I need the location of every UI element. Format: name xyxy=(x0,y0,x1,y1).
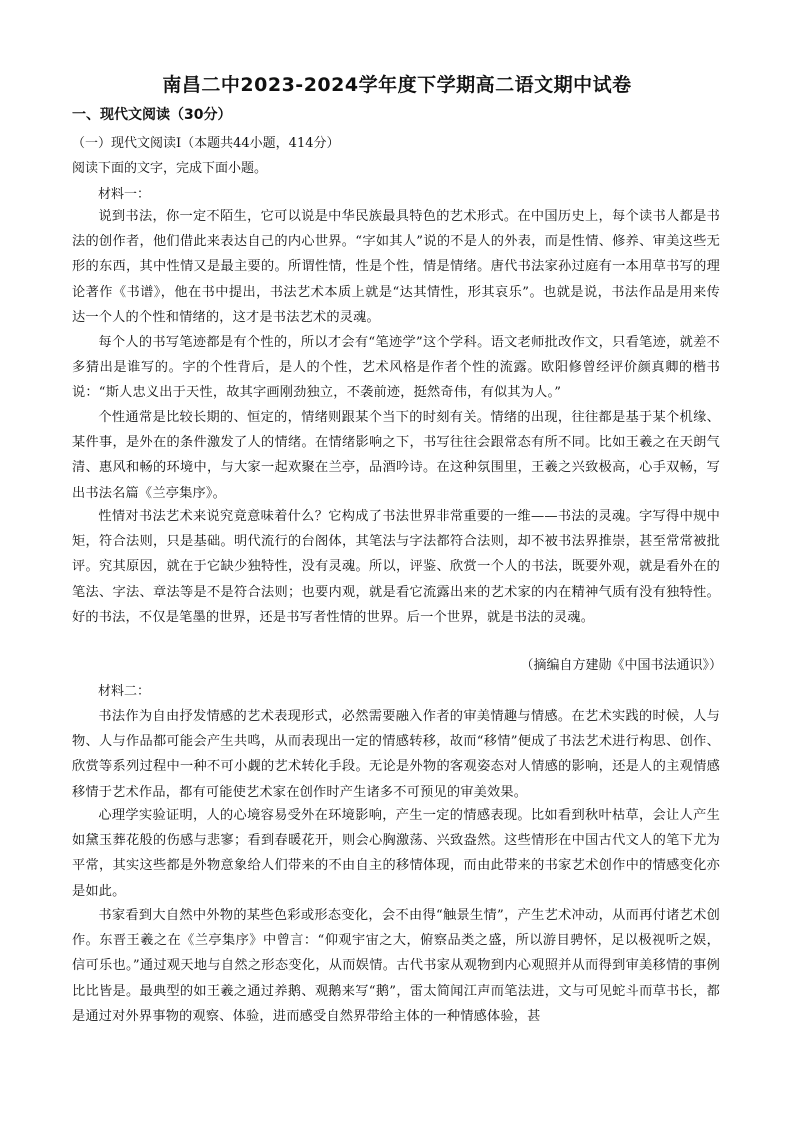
material-one-paragraph: 性情对书法艺术来说究竟意味着什么？它构成了书法世界非常重要的一维——书法的灵魂。字写得中规中矩，符合法则，只是基础。明代流行的台阁体，其笔法与字法都符合法则，却不被书法界推崇，甚至常常被批评。究其原因，就在于它缺少独特性，没有灵魂。所以，评鉴、欣赏一个人的书法，既要外观，就是看外在的笔法、字法、章法等是不是符合法则；也要内观，就是看它流露出来的艺术家的内在精神气质有没有独特性。好的书法，不仅是笔墨的世界，还是书写者性情的世界。后一个世界，就是书法的灵魂。 xyxy=(72,509,720,625)
section-heading: 一、现代文阅读（30分） xyxy=(72,107,232,123)
material-two-paragraph: 书法作为自由抒发情感的艺术表现形式，必然需要融入作者的审美情趣与情感。在艺术实践的时候，人与物、人与作品都可能会产生共鸣，从而表现出一定的情感转移，故而“移情”便成了书法艺术进行构思、创作、欣赏等系列过程中一种不可小觑的艺术转化手段。无论是外物的客观姿态对人情感的影响，还是人的主观情感移情于艺术作品，都有可能使艺术家在创作时产生诸多不可预见的审美效果。 xyxy=(72,709,720,800)
page-title: 南昌二中2023-2024学年度下学期高二语文期中试卷 xyxy=(162,74,632,96)
material-two-paragraph: 书家看到大自然中外物的某些色彩或形态变化，会不由得“触景生情”，产生艺术冲动，从而再付诸艺术创作。东晋王羲之在《兰亭集序》中曾言：“仰观宇宙之大，俯察品类之盛，所以游目骋怀，足以极视听之娱，信可乐也。”通过观天地与自然之形态变化，从而娱情。古代书家从观物到内心观照并从而得到审美移情的事例比比皆是。最典型的如王羲之通过养鹅、观鹅来写“鹅”，雷太简闻江声而笔法进，文与可见蛇斗而草书长，都是通过对外界事物的观察、体验，进而感受自然界带给主体的一种情感体验，甚 xyxy=(72,908,720,1024)
material-one-paragraph: 个性通常是比较长期的、恒定的，情绪则跟某个当下的时刻有关。情绪的出现，往往都是基于某个机缘、某件事，是外在的条件激发了人的情绪。在情绪影响之下，书写往往会跟常态有所不同。比如王羲之在天朗气清、惠风和畅的环境中，与大家一起欢聚在兰亭，品酒吟诗。在这种氛围里，王羲之兴致极高，心手双畅，写出书法名篇《兰亭集序》。 xyxy=(72,410,720,501)
material-one-source: （摘编自方建勋《中国书法通识》） xyxy=(520,658,722,673)
material-two-label: 材料二： xyxy=(98,684,151,699)
material-one-label: 材料一： xyxy=(98,187,151,202)
material-one-paragraph: 每个人的书写笔迹都是有个性的，所以才会有“笔迹学”这个学科。语文老师批改作文，只看笔迹，就差不多猜出是谁写的。字的个性背后，是人的个性，艺术风格是作者个性的流露。欧阳修曾经评价颜真卿的楷书说：“斯人忠义出于天性，故其字画刚劲独立，不袭前迹，挺然奇伟，有似其为人。” xyxy=(72,335,720,401)
instruction-text: 阅读下面的文字，完成下面小题。 xyxy=(72,161,268,176)
material-two-paragraph: 心理学实验证明，人的心境容易受外在环境影响，产生一定的情感表现。比如看到秋叶枯草，会让人产生如黛玉葬花般的伤感与悲寥；看到春暖花开，则会心胸激荡、兴致盎然。这些情形在中国古代文人的笔下尤为平常，其实这些都是外物意象给人们带来的不由自主的移情体现，而由此带来的书家艺术创作中的情感变化亦是如此。 xyxy=(72,808,720,899)
subsection-heading: （一）现代文阅读Ⅰ（本题共44小题，414分） xyxy=(72,136,340,151)
material-one-paragraph: 说到书法，你一定不陌生，它可以说是中华民族最具特色的艺术形式。在中国历史上，每个读书人都是书法的创作者，他们借此来表达自己的内心世界。“字如其人”说的不是人的外表，而是性情、修养、审美这些无形的东西，其中性情又是最主要的。所谓性情，性是个性，情是情绪。唐代书法家孙过庭有一本用草书写的理论著作《书谱》，他在书中提出，书法艺术本质上就是“达其情性，形其哀乐”。也就是说，书法作品是用来传达一个人的个性和情绪的，这才是书法艺术的灵魂。 xyxy=(72,209,720,325)
